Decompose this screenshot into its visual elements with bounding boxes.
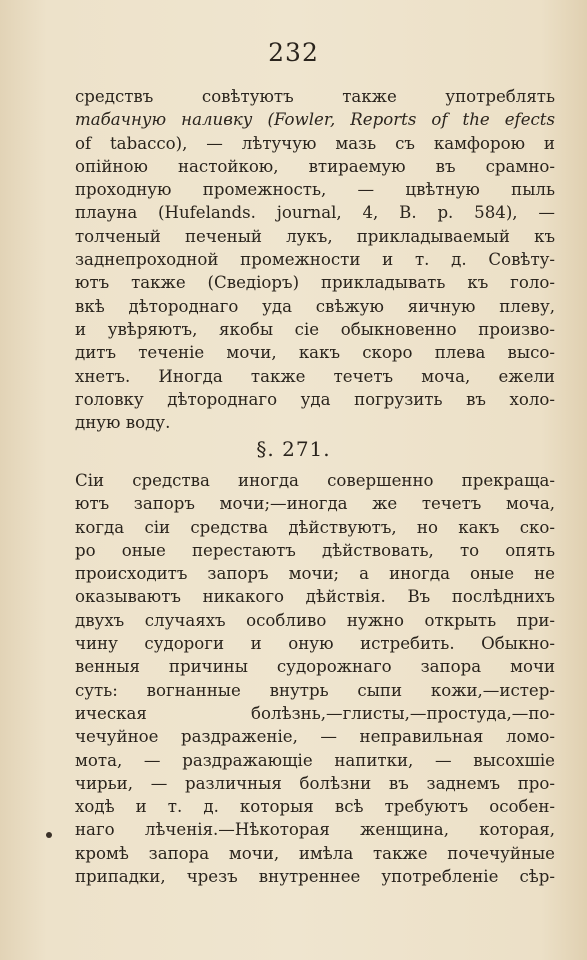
text-line: вкѣ дѣтороднаго уда свѣжую яичную плеву, xyxy=(75,296,555,316)
text-line: заднепроходной промежности и т. д. Совѣту- xyxy=(75,250,555,270)
text-line: of tabacco), — лѣтучую мазь съ камфорою и xyxy=(75,133,555,153)
text-line: и увѣряютъ, якобы сіе обыкновенно произво- xyxy=(75,319,555,339)
text-line: ро оные перестаютъ дѣйствовать, то опять xyxy=(75,540,555,560)
text-line: ическая болѣзнь,—глисты,—простуда,—по- xyxy=(75,703,555,723)
text-line: Сіи средства иногда совершенно прекраща- xyxy=(75,471,555,490)
text-line: припадки, чрезъ внутреннее употребленіе сѣр- xyxy=(75,867,555,887)
text-line: толченый печеный лукъ, прикладываемый къ xyxy=(75,226,555,246)
text-line: проходную промежность, — цвѣтную пыль xyxy=(75,180,555,200)
text-line: когда сіи средства дѣйствуютъ, но какъ ско- xyxy=(75,517,555,537)
text-line: суть: вогнанные внутрь сыпи кожи,—истер- xyxy=(75,680,555,700)
text-line: мота, — раздражающіе напитки, — высохшіе xyxy=(75,750,555,770)
text-line: опійною настойкою, втираемую въ срамно- xyxy=(75,156,555,176)
text-line: ходѣ и т. д. которыя всѣ требуютъ особен- xyxy=(75,797,555,817)
text-line: оказываютъ никакого дѣйствія. Въ послѣднихъ xyxy=(75,587,555,607)
text-line: плауна (Hufelands. journal, 4, B. p. 584), — xyxy=(75,203,555,223)
page-number: 232 xyxy=(268,38,319,67)
text-line: хнетъ. Иногда также течетъ моча, ежели xyxy=(75,366,555,386)
text-line: чечуйное раздраженіе, — неправильная ломо- xyxy=(75,727,555,747)
paragraph-1 xyxy=(75,85,555,434)
text-line: кромѣ запора мочи, имѣла также почечуйные xyxy=(75,843,555,863)
text-line: дную воду. xyxy=(75,413,171,433)
text-line: наго лѣченія.—Нѣкоторая женщина, которая, xyxy=(75,820,555,840)
text-line: табачную наливку (Fowler, Reports of the efects xyxy=(75,110,555,130)
text-line: двухъ случаяхъ особливо нужно открыть при- xyxy=(75,610,555,630)
text-line: происходитъ запоръ мочи; а иногда оные не xyxy=(75,564,555,584)
text-line: головку дѣтороднаго уда погрузить въ холо- xyxy=(75,389,555,409)
text-line: венныя причины судорожнаго запора мочи xyxy=(75,657,555,677)
paragraph-2 xyxy=(75,469,555,888)
text-line: ютъ также (Сведіоръ) прикладывать къ голо- xyxy=(75,273,555,293)
section-heading: §. 271. xyxy=(256,437,331,461)
text-line: чину судороги и оную истребить. Обыкно- xyxy=(75,634,555,654)
margin-ink-mark xyxy=(46,832,52,838)
text-line: ютъ запоръ мочи;—иногда же течетъ моча, xyxy=(75,494,555,514)
text-line: чирьи, — различныя болѣзни въ заднемъ про- xyxy=(75,773,555,793)
text-line: дитъ теченіе мочи, какъ скоро плева высо- xyxy=(75,343,555,363)
text-line: средствъ совѣтуютъ также употреблять xyxy=(75,87,555,106)
